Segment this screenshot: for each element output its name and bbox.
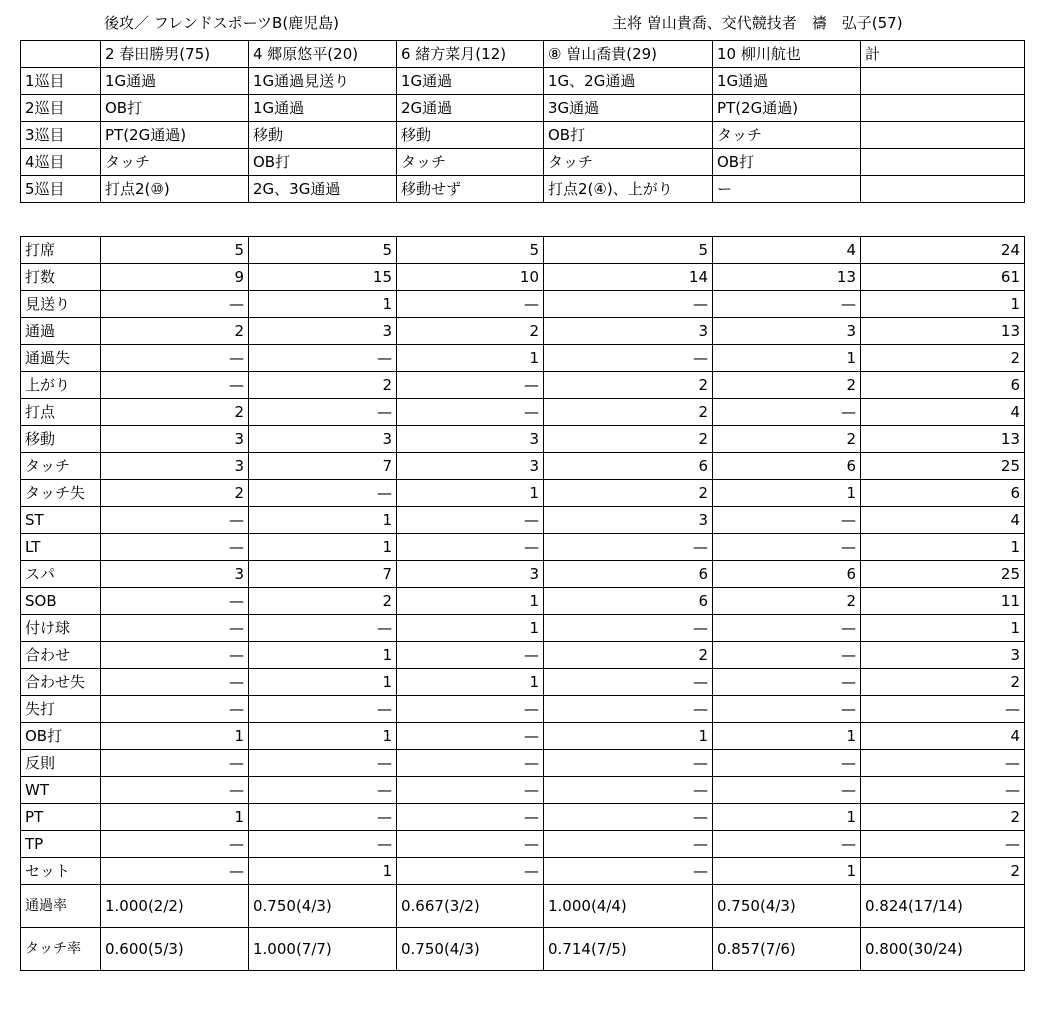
round-cell (861, 95, 1025, 122)
stat-value: — (713, 399, 861, 426)
stat-value: 3 (544, 507, 713, 534)
stat-value: 5 (101, 237, 249, 264)
stat-label: 合わせ失 (21, 669, 101, 696)
stat-value: — (397, 507, 544, 534)
stat-value: 2 (544, 399, 713, 426)
stat-value: 7 (249, 561, 397, 588)
stat-value: — (101, 777, 249, 804)
stat-value: 61 (861, 264, 1025, 291)
stat-value: 2 (713, 372, 861, 399)
stat-label: 失打 (21, 696, 101, 723)
stat-value: 4 (861, 507, 1025, 534)
stat-value: 2 (101, 318, 249, 345)
round-cell: 移動 (397, 122, 544, 149)
stat-value: 3 (101, 453, 249, 480)
stat-value: — (101, 642, 249, 669)
stat-label: OB打 (21, 723, 101, 750)
stat-value: — (861, 831, 1025, 858)
stat-value: 1 (713, 480, 861, 507)
stat-label: タッチ (21, 453, 101, 480)
stat-value: — (397, 804, 544, 831)
stat-value: 3 (249, 426, 397, 453)
stat-value: — (544, 696, 713, 723)
stat-value: 2 (249, 372, 397, 399)
stat-label: 合わせ (21, 642, 101, 669)
round-cell: タッチ (544, 149, 713, 176)
stat-value: — (101, 696, 249, 723)
stat-value: — (713, 696, 861, 723)
stat-row (21, 345, 1025, 372)
stat-value: — (544, 831, 713, 858)
stat-value: 13 (861, 318, 1025, 345)
stat-row (21, 723, 1025, 750)
round-cell: タッチ (101, 149, 249, 176)
stat-label: タッチ失 (21, 480, 101, 507)
stat-value: 3 (249, 318, 397, 345)
round-cell: OB打 (544, 122, 713, 149)
round-cell: 打点2(④)、上がり (544, 176, 713, 203)
corner-cell (21, 41, 101, 68)
round-row (21, 68, 1025, 95)
stat-value: — (101, 750, 249, 777)
stat-value: — (861, 696, 1025, 723)
stat-value: 1 (249, 669, 397, 696)
round-cell: 1G通過 (249, 95, 397, 122)
player-name-cell: 4 郷原悠平(20) (249, 41, 397, 68)
stat-value: 2 (861, 669, 1025, 696)
stat-value: — (713, 750, 861, 777)
stat-value: 2 (249, 588, 397, 615)
player-name-cell: 2 春田勝男(75) (101, 41, 249, 68)
stat-value: — (397, 858, 544, 885)
round-cell: 1G、2G通過 (544, 68, 713, 95)
stat-label: 打席 (21, 237, 101, 264)
stat-value: 3 (101, 561, 249, 588)
stat-value: — (544, 804, 713, 831)
stat-value: 2 (861, 345, 1025, 372)
stat-row (21, 588, 1025, 615)
stat-value: 3 (544, 318, 713, 345)
stat-value: — (249, 696, 397, 723)
stat-value: 5 (544, 237, 713, 264)
stat-value: 5 (249, 237, 397, 264)
stat-value: — (249, 399, 397, 426)
stat-label: TP (21, 831, 101, 858)
rate-value: 0.750(4/3) (713, 885, 861, 928)
stat-value: 3 (397, 453, 544, 480)
stat-value: 1 (713, 804, 861, 831)
stat-value: 15 (249, 264, 397, 291)
rate-row (21, 928, 1025, 971)
round-cell: PT(2G通過) (713, 95, 861, 122)
stat-value: 2 (544, 426, 713, 453)
stat-label: 打数 (21, 264, 101, 291)
stat-row (21, 615, 1025, 642)
stat-value: 6 (861, 480, 1025, 507)
stat-value: — (544, 345, 713, 372)
stat-label: スパ (21, 561, 101, 588)
stat-value: 1 (861, 291, 1025, 318)
rounds-table (20, 40, 1025, 203)
stat-label: 通過失 (21, 345, 101, 372)
stat-value: 1 (249, 642, 397, 669)
stat-value: 1 (713, 858, 861, 885)
rate-value: 0.667(3/2) (397, 885, 544, 928)
rate-value: 0.800(30/24) (861, 928, 1025, 971)
stat-value: 1 (861, 615, 1025, 642)
stat-value: — (397, 291, 544, 318)
player-name-cell: 10 柳川航也 (713, 41, 861, 68)
round-label: 4巡目 (21, 149, 101, 176)
round-label: 3巡目 (21, 122, 101, 149)
stat-label: 通過 (21, 318, 101, 345)
rate-value: 0.600(5/3) (101, 928, 249, 971)
stat-value: — (397, 777, 544, 804)
stat-row (21, 372, 1025, 399)
stat-value: 1 (249, 723, 397, 750)
stat-label: ST (21, 507, 101, 534)
stat-row (21, 507, 1025, 534)
stat-value: 2 (861, 858, 1025, 885)
stat-value: 3 (397, 426, 544, 453)
stat-value: — (101, 534, 249, 561)
stat-value: — (544, 750, 713, 777)
stat-value: 5 (397, 237, 544, 264)
stat-value: 2 (544, 642, 713, 669)
round-label: 2巡目 (21, 95, 101, 122)
stat-row (21, 831, 1025, 858)
stat-row (21, 453, 1025, 480)
stat-row (21, 318, 1025, 345)
captain-info: 主将 曽山貴喬、交代競技者 禱 弘子(57) (612, 14, 903, 32)
round-row (21, 95, 1025, 122)
round-row (21, 149, 1025, 176)
stat-value: 1 (101, 723, 249, 750)
stat-value: — (713, 291, 861, 318)
stat-row (21, 858, 1025, 885)
stat-value: 14 (544, 264, 713, 291)
rate-value: 1.000(2/2) (101, 885, 249, 928)
stat-value: 2 (544, 372, 713, 399)
stat-value: 6 (861, 372, 1025, 399)
stat-value: 4 (861, 723, 1025, 750)
round-cell: ー (713, 176, 861, 203)
stat-value: 6 (544, 588, 713, 615)
stat-value: — (101, 588, 249, 615)
stat-value: 1 (397, 345, 544, 372)
stat-value: 13 (861, 426, 1025, 453)
stat-value: 1 (397, 615, 544, 642)
stat-row (21, 426, 1025, 453)
stat-value: — (861, 750, 1025, 777)
stat-value: — (249, 615, 397, 642)
stat-value: — (397, 534, 544, 561)
stat-value: 1 (249, 534, 397, 561)
stat-value: 3 (101, 426, 249, 453)
stat-value: — (713, 534, 861, 561)
stat-value: 6 (544, 453, 713, 480)
stat-value: — (713, 615, 861, 642)
rate-value: 0.750(4/3) (397, 928, 544, 971)
round-cell: 1G通過 (713, 68, 861, 95)
round-cell (861, 149, 1025, 176)
stat-label: 移動 (21, 426, 101, 453)
stat-value: 1 (713, 723, 861, 750)
stat-label: SOB (21, 588, 101, 615)
stat-value: — (101, 507, 249, 534)
stat-row (21, 480, 1025, 507)
round-label: 1巡目 (21, 68, 101, 95)
stat-label: 反則 (21, 750, 101, 777)
stat-value: 2 (861, 804, 1025, 831)
stat-value: — (861, 777, 1025, 804)
stat-row (21, 561, 1025, 588)
round-cell (861, 68, 1025, 95)
round-cell: PT(2G通過) (101, 122, 249, 149)
stat-value: — (713, 777, 861, 804)
stat-value: 1 (249, 507, 397, 534)
player-header-row (21, 41, 1025, 68)
round-cell: 3G通過 (544, 95, 713, 122)
stat-value: — (249, 804, 397, 831)
stat-row (21, 750, 1025, 777)
stat-value: — (544, 534, 713, 561)
round-cell: 1G通過 (101, 68, 249, 95)
round-cell (861, 176, 1025, 203)
rate-label: タッチ率 (21, 928, 101, 971)
round-cell: OB打 (713, 149, 861, 176)
stat-value: — (101, 345, 249, 372)
stat-row (21, 642, 1025, 669)
stat-value: 1 (713, 345, 861, 372)
rate-label: 通過率 (21, 885, 101, 928)
round-row (21, 176, 1025, 203)
round-cell: OB打 (249, 149, 397, 176)
stat-label: 上がり (21, 372, 101, 399)
stat-value: — (397, 372, 544, 399)
stat-value: — (713, 507, 861, 534)
stat-value: 2 (713, 588, 861, 615)
stat-label: LT (21, 534, 101, 561)
stat-value: 1 (249, 858, 397, 885)
stat-value: — (397, 723, 544, 750)
stat-value: — (101, 858, 249, 885)
stat-value: 3 (713, 318, 861, 345)
round-cell: OB打 (101, 95, 249, 122)
stat-value: — (397, 642, 544, 669)
stat-value: 3 (397, 561, 544, 588)
stat-value: — (397, 831, 544, 858)
stat-value: 6 (713, 561, 861, 588)
stat-value: 6 (544, 561, 713, 588)
round-cell: タッチ (397, 149, 544, 176)
stat-value: 1 (249, 291, 397, 318)
team-title: 後攻／ フレンドスポーツB(鹿児島) (104, 14, 340, 32)
stat-value: 1 (101, 804, 249, 831)
player-name-cell: 6 緒方菜月(12) (397, 41, 544, 68)
stat-label: 見送り (21, 291, 101, 318)
stat-value: — (249, 777, 397, 804)
stat-row (21, 696, 1025, 723)
stat-value: — (544, 858, 713, 885)
stat-value: 7 (249, 453, 397, 480)
rate-value: 0.824(17/14) (861, 885, 1025, 928)
stat-value: — (101, 372, 249, 399)
round-cell: 打点2(⑩) (101, 176, 249, 203)
stat-value: 1 (544, 723, 713, 750)
stat-value: 1 (397, 669, 544, 696)
stat-value: 2 (713, 426, 861, 453)
stat-value: — (713, 669, 861, 696)
stat-value: — (397, 399, 544, 426)
stat-row (21, 804, 1025, 831)
rate-value: 1.000(4/4) (544, 885, 713, 928)
stat-value: — (101, 291, 249, 318)
stats-table (20, 236, 1025, 971)
rate-row (21, 885, 1025, 928)
stat-value: — (249, 345, 397, 372)
stat-value: 25 (861, 453, 1025, 480)
stat-value: 3 (861, 642, 1025, 669)
rate-value: 1.000(7/7) (249, 928, 397, 971)
stat-row (21, 777, 1025, 804)
stat-value: — (397, 696, 544, 723)
round-cell: 1G通過見送り (249, 68, 397, 95)
round-cell (861, 122, 1025, 149)
rate-value: 0.714(7/5) (544, 928, 713, 971)
stat-value: — (101, 831, 249, 858)
player-name-cell: 計 (861, 41, 1025, 68)
stat-row (21, 669, 1025, 696)
round-row (21, 122, 1025, 149)
round-cell: 1G通過 (397, 68, 544, 95)
stat-value: 4 (861, 399, 1025, 426)
stat-row (21, 534, 1025, 561)
stat-value: 25 (861, 561, 1025, 588)
stat-value: 11 (861, 588, 1025, 615)
stat-label: PT (21, 804, 101, 831)
stat-value: 1 (397, 588, 544, 615)
player-name-cell: ⑧ 曽山喬貴(29) (544, 41, 713, 68)
stat-value: — (249, 480, 397, 507)
stat-value: — (101, 669, 249, 696)
stat-value: 2 (101, 399, 249, 426)
stat-value: 2 (101, 480, 249, 507)
round-cell: 移動 (249, 122, 397, 149)
round-cell: 2G、3G通過 (249, 176, 397, 203)
stat-row (21, 237, 1025, 264)
stat-value: — (544, 669, 713, 696)
stat-row (21, 264, 1025, 291)
rate-value: 0.750(4/3) (249, 885, 397, 928)
stat-label: セット (21, 858, 101, 885)
stat-value: — (544, 615, 713, 642)
stat-value: — (397, 750, 544, 777)
stat-value: 6 (713, 453, 861, 480)
stat-row (21, 399, 1025, 426)
round-label: 5巡目 (21, 176, 101, 203)
stat-value: 2 (397, 318, 544, 345)
stat-value: — (101, 615, 249, 642)
stat-value: 1 (861, 534, 1025, 561)
stat-value: 13 (713, 264, 861, 291)
stat-value: 4 (713, 237, 861, 264)
round-cell: 移動せず (397, 176, 544, 203)
stat-value: 1 (397, 480, 544, 507)
stat-value: — (544, 777, 713, 804)
stat-row (21, 291, 1025, 318)
stat-label: 打点 (21, 399, 101, 426)
stat-value: — (249, 750, 397, 777)
stat-label: WT (21, 777, 101, 804)
stat-value: 9 (101, 264, 249, 291)
round-cell: タッチ (713, 122, 861, 149)
stat-value: 10 (397, 264, 544, 291)
stat-value: — (713, 642, 861, 669)
round-cell: 2G通過 (397, 95, 544, 122)
stat-value: — (249, 831, 397, 858)
stat-value: 2 (544, 480, 713, 507)
rate-value: 0.857(7/6) (713, 928, 861, 971)
stat-value: 24 (861, 237, 1025, 264)
stat-value: — (544, 291, 713, 318)
stat-value: — (713, 831, 861, 858)
stat-label: 付け球 (21, 615, 101, 642)
